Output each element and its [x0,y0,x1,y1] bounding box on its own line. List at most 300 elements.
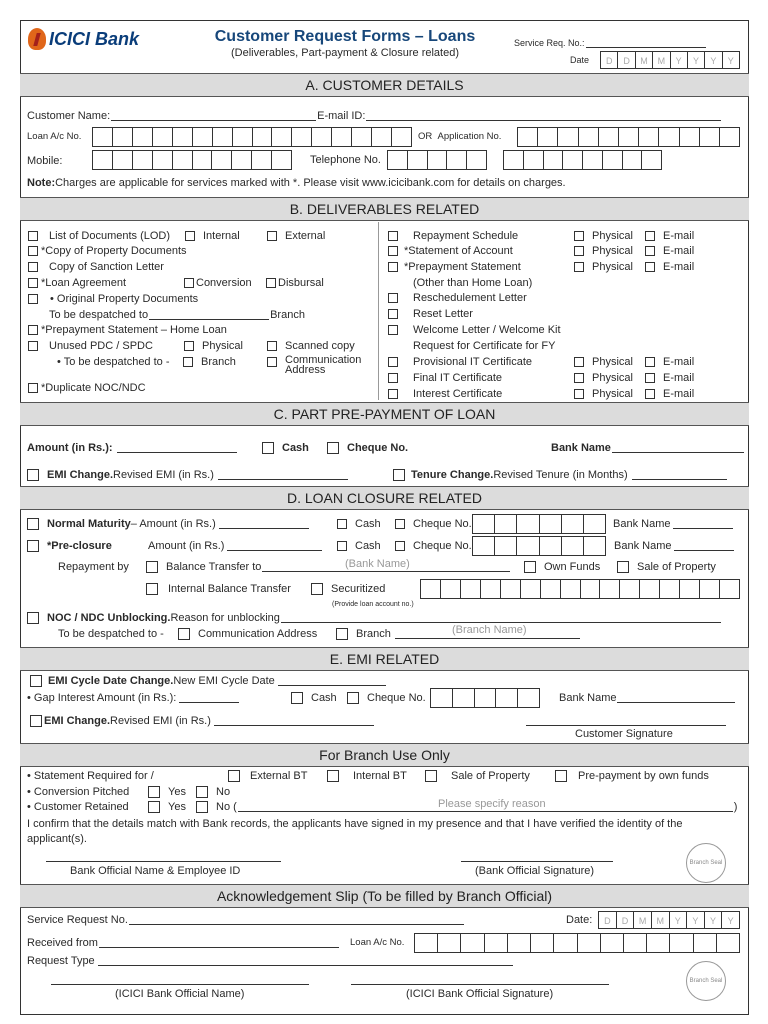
physical-option [574,229,633,243]
char-box[interactable] [473,537,495,555]
char-box[interactable] [660,580,680,598]
char-box[interactable] [680,128,700,146]
char-box[interactable] [504,151,524,169]
header-date-boxes[interactable] [600,51,740,69]
c-cheque-checkbox[interactable] [327,442,339,454]
char-box[interactable] [408,151,428,169]
conversion-checkbox[interactable] [184,278,194,288]
ack-loan-ac-boxes[interactable] [414,933,740,953]
or-text: OR [418,131,433,142]
branch-seal: Branch Seal [686,843,726,883]
date-label: Date [570,55,590,65]
prepay-stmt-checkbox[interactable] [388,262,398,272]
internal-bt-label: Internal Balance Transfer [168,583,291,595]
email-checkbox[interactable] [645,231,655,241]
loan-ac-boxes[interactable] [92,127,412,147]
char-box[interactable] [517,537,539,555]
soa-checkbox[interactable] [388,246,398,256]
emi-change-checkbox[interactable] [27,469,39,481]
char-box[interactable] [173,151,193,169]
customer-signature-label: Customer Signature [575,728,673,740]
customer-name-row [27,109,722,123]
cash-label: Cash [355,518,381,530]
char-box[interactable] [562,515,584,533]
reason-input[interactable] [281,613,721,623]
d-cheque-checkbox[interactable] [395,519,405,529]
gap-interest-input[interactable] [179,693,239,703]
section-d-header: D. LOAN CLOSURE RELATED [20,486,749,510]
e-emi-change-checkbox[interactable] [30,715,42,727]
char-box[interactable] [133,151,153,169]
char-box[interactable] [496,689,518,707]
welcome-label: Welcome Letter / Welcome Kit [413,324,561,336]
d2-cash-checkbox[interactable] [337,541,347,551]
prepay-own-checkbox[interactable] [555,770,567,782]
ack-branch-seal: Branch Seal [686,961,726,1001]
char-box[interactable] [620,580,640,598]
noc-comm-address-checkbox[interactable] [178,628,190,640]
char-box[interactable] [495,537,517,555]
char-box[interactable] [584,537,605,555]
normal-amount-label: – Amount (in Rs.) [130,518,216,530]
customer-name-input[interactable] [111,111,316,121]
revised-emi-label: Revised EMI (in Rs.) [113,469,214,481]
sanction-checkbox[interactable] [28,262,38,272]
external-bt-checkbox[interactable] [228,770,240,782]
char-box[interactable] [253,128,273,146]
conversion-pitched-label: • Conversion Pitched [27,786,130,798]
char-box[interactable] [583,151,603,169]
srn-input[interactable] [129,915,464,925]
char-box[interactable]: M [652,912,670,928]
d2-cheque-checkbox[interactable] [395,541,405,551]
char-box[interactable]: Y [705,912,723,928]
char-box[interactable] [694,934,717,952]
char-box[interactable] [639,128,659,146]
pdc-physical-checkbox[interactable] [184,341,194,351]
revised-tenure-input[interactable] [632,470,727,480]
branch-use-header: For Branch Use Only [20,743,749,767]
char-box[interactable] [603,151,623,169]
branch-name-hint: (Branch Name) [452,624,527,636]
char-box[interactable] [517,515,539,533]
char-box[interactable] [647,934,670,952]
normal-amount-input[interactable] [219,519,309,529]
note-label: Note: [27,177,56,189]
char-box[interactable] [332,128,352,146]
official-name-line[interactable] [46,852,281,862]
char-box[interactable] [392,128,411,146]
interest-cert-checkbox[interactable] [388,389,398,399]
d-cheque-boxes[interactable] [472,514,606,534]
char-box[interactable] [558,128,578,146]
ack-date-label: Date: [566,914,593,926]
char-box[interactable]: M [636,52,653,68]
revised-emi-input[interactable] [218,470,348,480]
physical-checkbox[interactable] [574,357,584,367]
copy-property-checkbox[interactable] [28,246,38,256]
char-box[interactable] [508,934,531,952]
retained-no-checkbox[interactable] [196,801,208,813]
preclosure-amount-label: Amount (in Rs.) [148,540,225,552]
prov-it-checkbox[interactable] [388,357,398,367]
cash-label: Cash [311,692,337,704]
securitized-loan-boxes[interactable] [420,579,740,599]
char-box[interactable] [531,934,554,952]
char-box[interactable] [372,128,392,146]
email-checkbox[interactable] [645,373,655,383]
char-box[interactable] [700,580,720,598]
lod-external-checkbox[interactable] [267,231,277,241]
pdc-comm-address-checkbox[interactable] [267,357,277,367]
email-option [645,229,694,243]
normal-maturity-checkbox[interactable] [27,518,39,530]
preclosure-amount-input[interactable] [227,541,322,551]
e-cheque-boxes[interactable] [430,688,540,708]
loan-agreement-checkbox[interactable] [28,278,38,288]
char-box[interactable] [561,580,581,598]
char-box[interactable] [93,151,113,169]
gap-interest-label: • Gap Interest Amount (in Rs.): [27,692,177,704]
char-box[interactable]: Y [705,52,722,68]
char-box[interactable] [173,128,193,146]
char-box[interactable] [563,151,583,169]
char-box[interactable] [659,128,679,146]
new-cycle-input[interactable] [278,676,386,686]
char-box[interactable] [670,934,693,952]
emi-change-label: EMI Change. [44,715,111,727]
char-box[interactable] [579,128,599,146]
email-option [645,371,694,385]
char-box[interactable] [453,689,475,707]
char-box[interactable]: D [601,52,618,68]
char-box[interactable] [441,580,461,598]
email-label: E-mail [663,245,695,257]
interest-cert-label: Interest Certificate [413,388,503,400]
email-label: E-mail ID: [317,110,366,122]
char-box[interactable]: Y [727,916,734,926]
char-box[interactable] [619,128,639,146]
char-box[interactable] [524,151,544,169]
physical-checkbox[interactable] [574,389,584,399]
physical-checkbox[interactable] [574,262,584,272]
bt-to-label: Balance Transfer to [166,561,262,573]
ack-official-sig-line[interactable] [351,975,609,985]
char-box[interactable] [599,128,619,146]
branch-label: Branch [356,628,391,640]
reset-checkbox[interactable] [388,309,398,319]
loan-agreement-label: *Loan Agreement [41,277,127,289]
comm-address-label: Communication Address [285,354,362,376]
email-input[interactable] [366,111,721,121]
application-no-boxes[interactable] [517,127,740,147]
customer-signature-line[interactable] [526,716,726,726]
internal-bt-branch-checkbox[interactable] [327,770,339,782]
conversion-label: Conversion [196,277,252,289]
char-box[interactable] [624,934,647,952]
email-checkbox[interactable] [645,262,655,272]
ack-date-boxes[interactable] [598,911,740,929]
char-box[interactable] [700,128,720,146]
received-from-input[interactable] [99,938,339,948]
conv-yes-checkbox[interactable] [148,786,160,798]
char-box[interactable]: Y [670,912,688,928]
char-box[interactable] [438,934,461,952]
official-name-label: Bank Official Name & Employee ID [70,865,241,877]
email-option [645,244,694,258]
loan-ac-label: Loan A/c No. [27,131,82,142]
email-label: E-mail [663,372,695,384]
char-box[interactable]: Y [727,56,734,66]
reschedulement-checkbox[interactable] [388,293,398,303]
char-box[interactable] [421,580,441,598]
char-box[interactable] [415,934,438,952]
char-box[interactable] [232,151,252,169]
noc-branch-checkbox[interactable] [336,628,348,640]
char-box[interactable] [623,151,643,169]
sale-branch-checkbox[interactable] [425,770,437,782]
pdc-branch-checkbox[interactable] [183,357,193,367]
customer-retained-label: • Customer Retained [27,801,129,813]
srn-label: Service Request No. [27,914,128,926]
char-box[interactable]: Y [687,912,705,928]
bank-name-hint: (Bank Name) [345,558,410,570]
official-sig-line[interactable] [461,852,613,862]
char-box[interactable]: M [634,912,652,928]
char-box[interactable] [544,151,564,169]
physical-label: Physical [592,245,633,257]
repayment-checkbox[interactable] [388,231,398,241]
prepay-home-checkbox[interactable] [28,325,38,335]
char-box[interactable] [680,580,700,598]
bank-name-input[interactable] [673,519,733,529]
request-type-input[interactable] [98,956,513,966]
email-option [645,260,694,274]
despatch-label: To be despatched to - [58,628,164,640]
external-bt-label: External BT [250,770,308,782]
note-text: Charges are applicable for services marked with *. Please visit www.icicibank.com for details on charges. [55,177,566,189]
char-box[interactable] [501,580,521,598]
char-box[interactable] [581,580,601,598]
disbursal-checkbox[interactable] [266,278,276,288]
telephone-std-boxes[interactable] [387,150,487,170]
char-box[interactable] [554,934,577,952]
logo-text: ICICI Bank [49,28,140,49]
lod-internal-checkbox[interactable] [185,231,195,241]
char-box[interactable] [518,689,539,707]
char-box[interactable] [642,151,661,169]
char-box[interactable] [467,151,486,169]
emi-cycle-checkbox[interactable] [30,675,42,687]
char-box[interactable] [113,151,133,169]
welcome-checkbox[interactable] [388,325,398,335]
char-box[interactable] [153,128,173,146]
d-cash-checkbox[interactable] [337,519,347,529]
physical-label: Physical [592,230,633,242]
prov-it-label: Provisional IT Certificate [413,356,533,368]
char-box[interactable] [521,580,541,598]
section-a-header: A. CUSTOMER DETAILS [20,73,749,97]
char-box[interactable] [193,128,213,146]
char-box[interactable] [578,934,601,952]
scanned-label: Scanned copy [285,340,355,352]
char-box[interactable] [481,580,501,598]
char-box[interactable] [113,128,133,146]
e-cash-checkbox[interactable] [291,692,303,704]
despatch-to-label: To be despatched to [49,309,149,321]
email-option [645,387,694,401]
reason-label: Reason for unblocking [170,612,280,624]
char-box[interactable] [352,128,372,146]
disbursal-label: Disbursal [278,277,324,289]
char-box[interactable] [495,515,517,533]
unused-pdc-checkbox[interactable] [28,341,38,351]
bank-name-label: Bank Name [559,692,617,704]
official-sig-label: (Bank Official Signature) [475,865,595,877]
char-box[interactable] [388,151,408,169]
physical-checkbox[interactable] [574,246,584,256]
email-label: E-mail [663,388,695,400]
stmt-req-label: • Statement Required for / [27,770,154,782]
service-req-field[interactable] [514,36,707,50]
own-funds-checkbox[interactable] [524,561,536,573]
char-box[interactable] [133,128,153,146]
emi-cycle-label: EMI Cycle Date Change. [48,675,174,687]
char-box[interactable] [473,515,495,533]
char-box[interactable] [540,515,562,533]
char-box[interactable]: Y [671,52,688,68]
char-box[interactable]: M [653,52,670,68]
char-box[interactable]: Y [688,52,705,68]
prepay-stmt-label: *Prepayment Statement [404,261,521,273]
char-box[interactable] [93,128,113,146]
char-box[interactable]: D [617,912,635,928]
ack-official-name-line[interactable] [51,975,309,985]
bank-name-input[interactable] [612,443,744,453]
char-box[interactable] [717,934,739,952]
ack-header: Acknowledgement Slip (To be filled by Branch Official) [20,884,749,908]
sale-property-checkbox[interactable] [617,561,629,573]
page-title: Customer Request Forms – Loans [214,28,476,45]
char-box[interactable] [252,151,272,169]
preclosure-label: *Pre-closure [47,540,112,552]
copy-property-label: *Copy of Property Documents [41,245,187,257]
char-box[interactable] [292,128,312,146]
email-checkbox[interactable] [645,246,655,256]
tenure-change-label: Tenure Change. [411,469,494,481]
received-from-label: Received from [27,937,98,949]
char-box[interactable] [562,537,584,555]
char-box[interactable] [193,151,213,169]
char-box[interactable] [518,128,538,146]
unused-pdc-label: Unused PDC / SPDC [49,340,153,352]
email-checkbox[interactable] [645,357,655,367]
original-property-checkbox[interactable] [28,294,38,304]
telephone-label: Telephone No. [310,154,381,166]
final-it-checkbox[interactable] [388,373,398,383]
e-cheque-checkbox[interactable] [347,692,359,704]
internal-bt-checkbox[interactable] [146,583,158,595]
char-box[interactable]: D [599,912,617,928]
char-box[interactable] [461,580,481,598]
physical-label: Physical [592,261,633,273]
securitized-label: Securitized [331,583,386,595]
branch-label: Branch [270,309,305,321]
char-box[interactable] [600,580,620,598]
pdc-scanned-checkbox[interactable] [267,341,277,351]
conv-no-checkbox[interactable] [196,786,208,798]
securitized-checkbox[interactable] [311,583,323,595]
duplicate-noc-checkbox[interactable] [28,383,38,393]
cheque-label: Cheque No. [367,692,426,704]
lod-checkbox[interactable] [28,231,38,241]
email-checkbox[interactable] [645,389,655,399]
char-box[interactable] [541,580,561,598]
amount-input[interactable] [117,443,237,453]
char-box[interactable] [233,128,253,146]
char-box[interactable] [720,128,739,146]
sanction-label: Copy of Sanction Letter [49,261,164,273]
char-box[interactable] [485,934,508,952]
char-box[interactable] [720,580,739,598]
char-box[interactable] [640,580,660,598]
char-box[interactable] [272,128,292,146]
mobile-boxes[interactable] [92,150,292,170]
ack-loan-ac-label: Loan A/c No. [350,937,405,948]
retained-yes-checkbox[interactable] [148,801,160,813]
char-box[interactable] [461,934,484,952]
physical-checkbox[interactable] [574,373,584,383]
close-paren: ) [733,801,738,813]
bt-checkbox[interactable] [146,561,158,573]
char-box[interactable] [312,128,332,146]
char-box[interactable] [431,689,453,707]
char-box[interactable] [213,128,233,146]
physical-label: Physical [592,372,633,384]
bank-name-input[interactable] [617,693,735,703]
yes-label: Yes [168,786,186,798]
char-box[interactable] [601,934,624,952]
char-box[interactable] [212,151,232,169]
revised-emi-input[interactable] [214,716,374,726]
d2-cheque-boxes[interactable] [472,536,606,556]
char-box[interactable] [475,689,497,707]
char-box[interactable] [584,515,605,533]
revised-tenure-label: Revised Tenure (in Months) [493,469,628,481]
tenure-change-checkbox[interactable] [393,469,405,481]
reason-hint: Please specify reason [438,798,546,810]
ack-official-name-label: (ICICI Bank Official Name) [115,988,245,1000]
char-box[interactable] [272,151,291,169]
preclosure-checkbox[interactable] [27,540,39,552]
section-c-header: C. PART PRE-PAYMENT OF LOAN [20,402,749,426]
physical-checkbox[interactable] [574,231,584,241]
char-box[interactable]: D [618,52,635,68]
bank-name-input[interactable] [674,541,734,551]
physical-label: Physical [592,388,633,400]
char-box[interactable] [428,151,448,169]
physical-option [574,244,633,258]
physical-option [574,355,633,369]
despatch-branch-input[interactable] [149,310,269,320]
char-box[interactable] [540,537,562,555]
telephone-boxes[interactable] [503,150,662,170]
char-box[interactable] [153,151,173,169]
char-box[interactable] [538,128,558,146]
char-box[interactable] [447,151,467,169]
c-cash-checkbox[interactable] [262,442,274,454]
noc-unblock-checkbox[interactable] [27,612,39,624]
